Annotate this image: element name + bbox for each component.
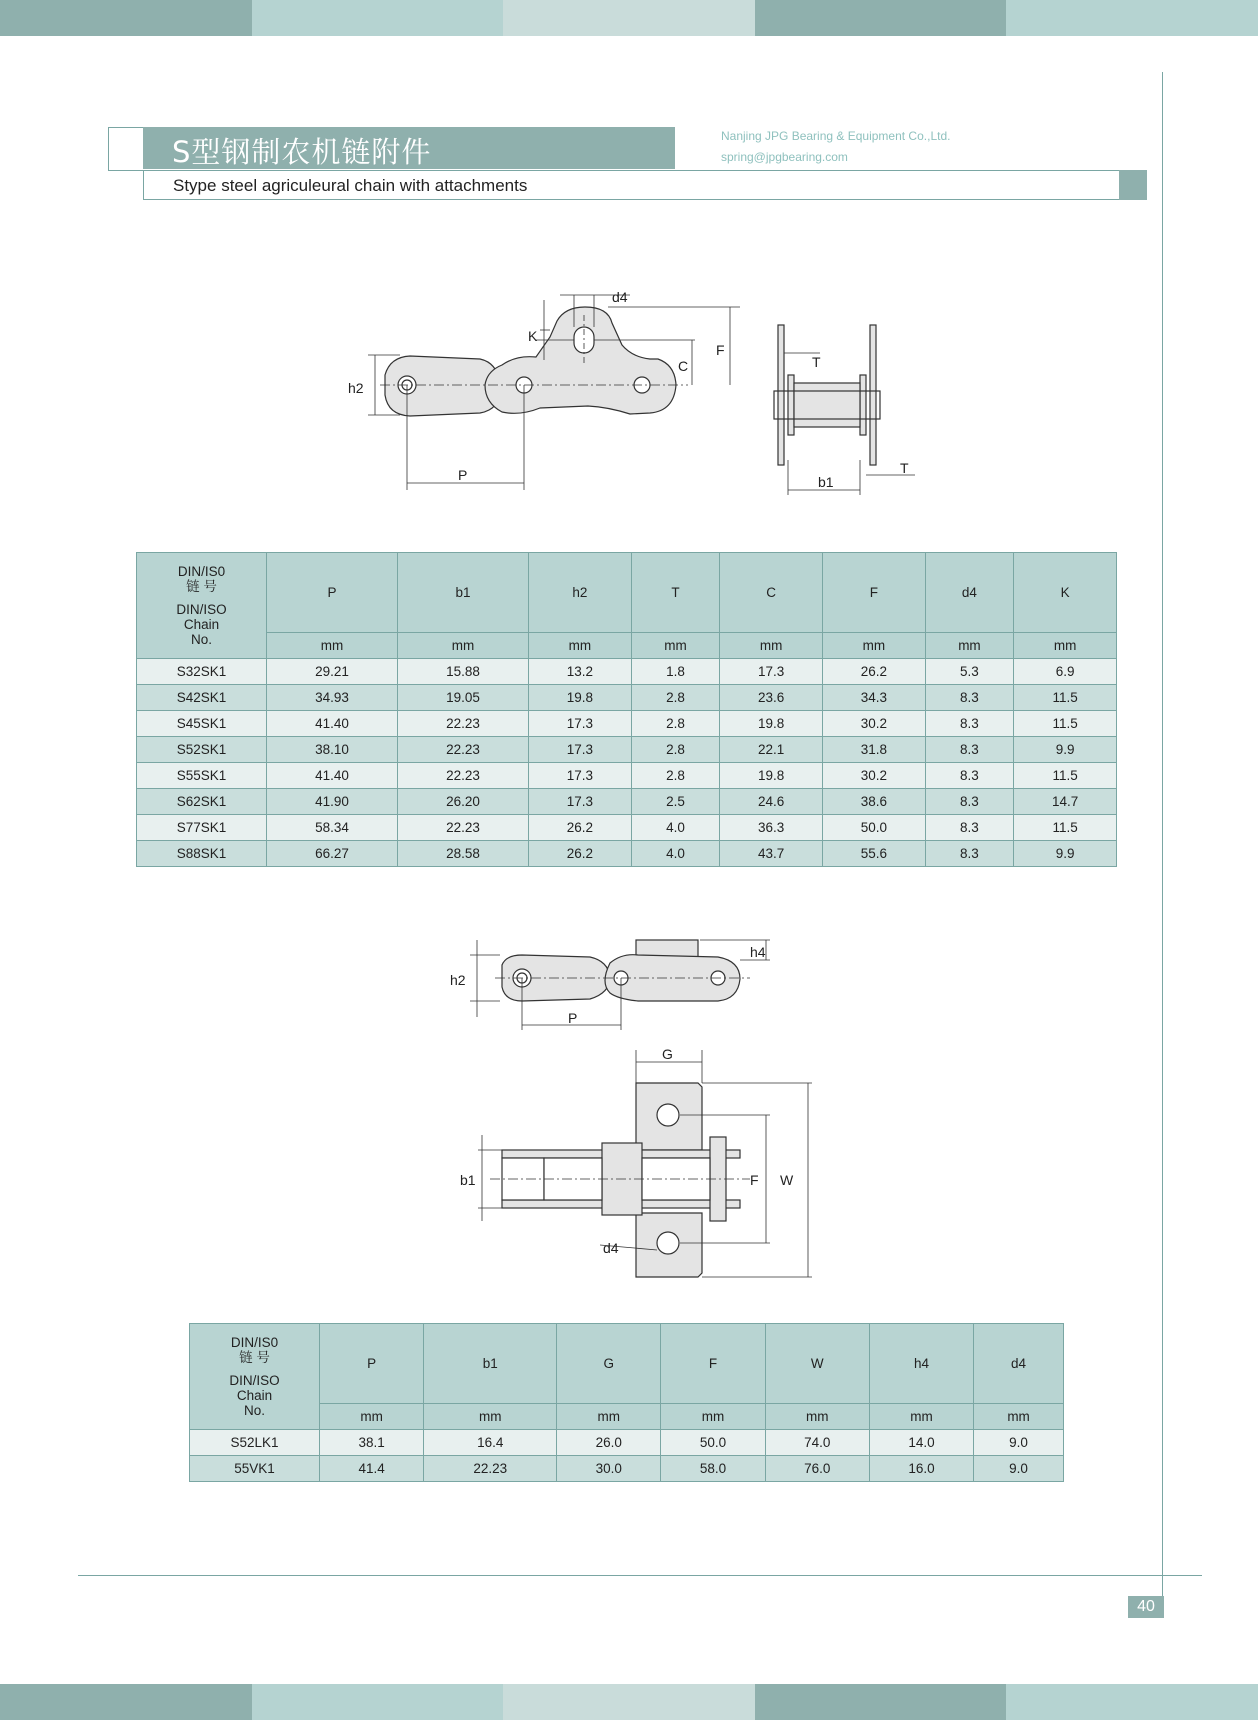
value-cell: 41.4 [320, 1456, 424, 1482]
page-subtitle: Stype steel agriculeural chain with attachments [173, 176, 528, 195]
col-T: T [631, 553, 719, 633]
label-C: C [678, 358, 689, 374]
unit-cell: mm [1014, 633, 1117, 659]
value-cell: 11.5 [1014, 685, 1117, 711]
label-h2: h2 [348, 380, 364, 396]
unit-cell: mm [529, 633, 632, 659]
chain-number-cell: S45SK1 [137, 711, 267, 737]
table-row [137, 815, 1117, 841]
value-cell: 38.6 [822, 789, 925, 815]
value-cell: 9.9 [1014, 737, 1117, 763]
unit-cell: mm [631, 633, 719, 659]
value-cell: 5.3 [925, 659, 1013, 685]
table-row [137, 711, 1117, 737]
label-G: G [662, 1046, 673, 1062]
unit-cell: mm [822, 633, 925, 659]
value-cell: 2.8 [631, 711, 719, 737]
value-cell: 58.34 [267, 815, 398, 841]
value-cell: 2.5 [631, 789, 719, 815]
value-cell: 66.27 [267, 841, 398, 867]
value-cell: 17.3 [529, 789, 632, 815]
unit-cell: mm [557, 1404, 661, 1430]
col2-d4: d4 [974, 1324, 1064, 1404]
unit-cell: mm [925, 633, 1013, 659]
value-cell: 50.0 [661, 1430, 765, 1456]
value-cell: 41.40 [267, 763, 398, 789]
chain-number-cell: S42SK1 [137, 685, 267, 711]
value-cell: 22.23 [398, 763, 529, 789]
col2-F: F [661, 1324, 765, 1404]
value-cell: 16.4 [424, 1430, 557, 1456]
table-row [190, 1430, 1064, 1456]
value-cell: 22.1 [720, 737, 823, 763]
value-cell: 17.3 [720, 659, 823, 685]
value-cell: 8.3 [925, 685, 1013, 711]
value-cell: 9.0 [974, 1456, 1064, 1482]
value-cell: 8.3 [925, 763, 1013, 789]
col2-h4: h4 [869, 1324, 973, 1404]
chain-number-cell: 55VK1 [190, 1456, 320, 1482]
chain-number-cell: S55SK1 [137, 763, 267, 789]
drawing-lk1-top [450, 1045, 830, 1280]
top-color-band [0, 0, 1258, 36]
table-row [137, 763, 1117, 789]
value-cell: 9.9 [1014, 841, 1117, 867]
col2-b1: b1 [424, 1324, 557, 1404]
table-row [190, 1456, 1064, 1482]
value-cell: 76.0 [765, 1456, 869, 1482]
chain-number-cell: S52SK1 [137, 737, 267, 763]
chain-number-cell: S52LK1 [190, 1430, 320, 1456]
col-P: P [267, 553, 398, 633]
value-cell: 19.8 [720, 763, 823, 789]
col-d4: d4 [925, 553, 1013, 633]
unit-cell: mm [720, 633, 823, 659]
label-T-bottom: T [900, 460, 909, 476]
chain-number-cell: S77SK1 [137, 815, 267, 841]
label-h4: h4 [750, 944, 766, 960]
value-cell: 22.23 [398, 815, 529, 841]
value-cell: 22.23 [398, 711, 529, 737]
value-cell: 11.5 [1014, 763, 1117, 789]
unit-cell: mm [661, 1404, 765, 1430]
value-cell: 26.2 [529, 815, 632, 841]
page-title-cn: S型钢制农机链附件 [172, 135, 432, 169]
value-cell: 34.3 [822, 685, 925, 711]
value-cell: 2.8 [631, 737, 719, 763]
value-cell: 41.90 [267, 789, 398, 815]
unit-cell: mm [424, 1404, 557, 1430]
col-b1: b1 [398, 553, 529, 633]
drawing-lk1-side [450, 935, 790, 1035]
chain-number-cell: S88SK1 [137, 841, 267, 867]
value-cell: 4.0 [631, 815, 719, 841]
value-cell: 30.0 [557, 1456, 661, 1482]
value-cell: 17.3 [529, 763, 632, 789]
unit-cell: mm [974, 1404, 1064, 1430]
value-cell: 1.8 [631, 659, 719, 685]
value-cell: 22.23 [424, 1456, 557, 1482]
subtitle-accent [1119, 170, 1147, 200]
chain-number-cell: S62SK1 [137, 789, 267, 815]
label-W: W [780, 1172, 794, 1188]
bottom-color-band [0, 1684, 1258, 1720]
value-cell: 31.8 [822, 737, 925, 763]
company-email: spring@jpgbearing.com [721, 150, 848, 164]
table-row [137, 841, 1117, 867]
col2-W: W [765, 1324, 869, 1404]
footer-rule [78, 1575, 1202, 1576]
value-cell: 30.2 [822, 711, 925, 737]
company-name: Nanjing JPG Bearing & Equipment Co.,Ltd. [721, 129, 951, 143]
spec-table-lk1 [189, 1323, 1064, 1482]
label-h2-lk: h2 [450, 972, 466, 988]
unit-cell: mm [267, 633, 398, 659]
value-cell: 16.0 [869, 1456, 973, 1482]
value-cell: 8.3 [925, 841, 1013, 867]
value-cell: 30.2 [822, 763, 925, 789]
value-cell: 14.0 [869, 1430, 973, 1456]
unit-cell: mm [765, 1404, 869, 1430]
unit-cell: mm [869, 1404, 973, 1430]
value-cell: 74.0 [765, 1430, 869, 1456]
value-cell: 14.7 [1014, 789, 1117, 815]
label-P-lk: P [568, 1010, 578, 1026]
value-cell: 36.3 [720, 815, 823, 841]
unit-cell: mm [320, 1404, 424, 1430]
value-cell: 26.20 [398, 789, 529, 815]
value-cell: 17.3 [529, 711, 632, 737]
value-cell: 17.3 [529, 737, 632, 763]
chain-no-header-2: DIN/IS0 链 号 DIN/ISO Chain No. [190, 1324, 320, 1430]
value-cell: 38.1 [320, 1430, 424, 1456]
value-cell: 4.0 [631, 841, 719, 867]
value-cell: 34.93 [267, 685, 398, 711]
value-cell: 23.6 [720, 685, 823, 711]
unit-cell: mm [398, 633, 529, 659]
col-F: F [822, 553, 925, 633]
label-b1: b1 [818, 474, 834, 490]
table-row [137, 737, 1117, 763]
value-cell: 26.2 [529, 841, 632, 867]
value-cell: 19.05 [398, 685, 529, 711]
value-cell: 11.5 [1014, 711, 1117, 737]
value-cell: 43.7 [720, 841, 823, 867]
label-b1-lk: b1 [460, 1172, 476, 1188]
value-cell: 2.8 [631, 685, 719, 711]
value-cell: 28.58 [398, 841, 529, 867]
value-cell: 50.0 [822, 815, 925, 841]
value-cell: 29.21 [267, 659, 398, 685]
value-cell: 24.6 [720, 789, 823, 815]
label-F-lk: F [750, 1172, 759, 1188]
drawing-k1-attachment [340, 285, 930, 505]
col-h2: h2 [529, 553, 632, 633]
table-row [137, 789, 1117, 815]
spec-table-sk1 [136, 552, 1117, 867]
value-cell: 8.3 [925, 711, 1013, 737]
chain-no-header: DIN/IS0 链 号 DIN/ISO Chain No. [137, 553, 267, 659]
value-cell: 13.2 [529, 659, 632, 685]
value-cell: 19.8 [529, 685, 632, 711]
chain-number-cell: S32SK1 [137, 659, 267, 685]
value-cell: 26.0 [557, 1430, 661, 1456]
value-cell: 58.0 [661, 1456, 765, 1482]
value-cell: 8.3 [925, 815, 1013, 841]
label-F: F [716, 342, 725, 358]
value-cell: 15.88 [398, 659, 529, 685]
table-row [137, 685, 1117, 711]
value-cell: 26.2 [822, 659, 925, 685]
value-cell: 41.40 [267, 711, 398, 737]
value-cell: 8.3 [925, 789, 1013, 815]
value-cell: 22.23 [398, 737, 529, 763]
col2-P: P [320, 1324, 424, 1404]
value-cell: 19.8 [720, 711, 823, 737]
col-K: K [1014, 553, 1117, 633]
label-T-top: T [812, 354, 821, 370]
col2-G: G [557, 1324, 661, 1404]
col-C: C [720, 553, 823, 633]
value-cell: 8.3 [925, 737, 1013, 763]
value-cell: 9.0 [974, 1430, 1064, 1456]
header-frame [108, 127, 143, 171]
table-row [137, 659, 1117, 685]
value-cell: 55.6 [822, 841, 925, 867]
label-K: K [528, 328, 538, 344]
label-d4: d4 [612, 289, 628, 305]
value-cell: 38.10 [267, 737, 398, 763]
label-P: P [458, 467, 468, 483]
right-margin-rule [1162, 72, 1163, 1607]
value-cell: 11.5 [1014, 815, 1117, 841]
page-number: 40 [1128, 1596, 1164, 1618]
label-d4-lk: d4 [603, 1240, 619, 1256]
value-cell: 6.9 [1014, 659, 1117, 685]
value-cell: 2.8 [631, 763, 719, 789]
